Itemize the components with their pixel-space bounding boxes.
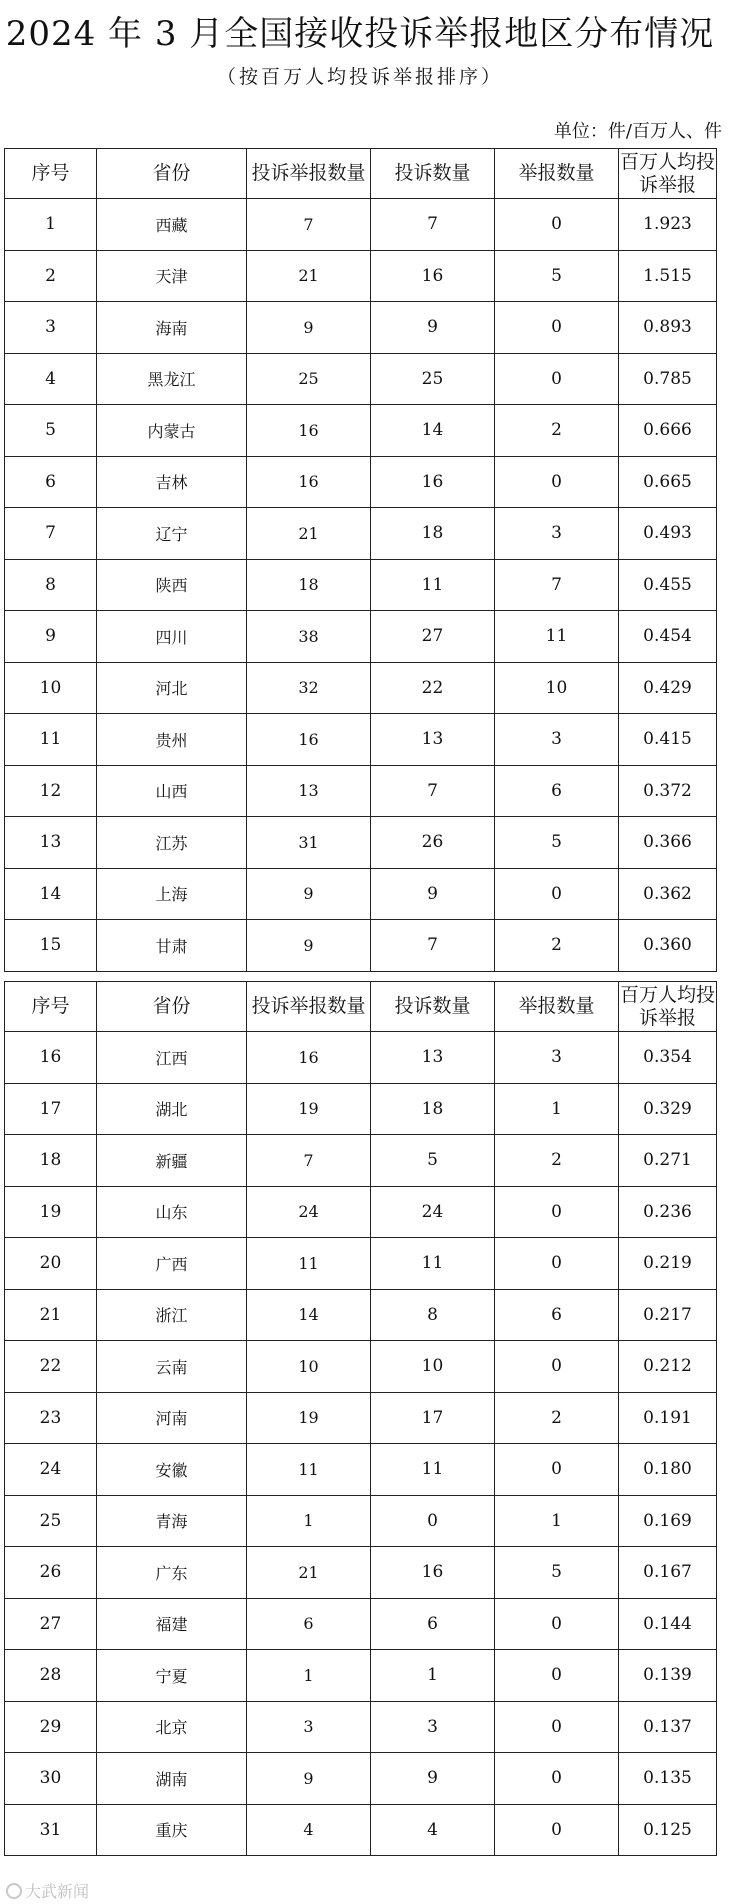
cell-province: 天津 bbox=[97, 250, 247, 302]
cell-complaints: 6 bbox=[371, 1598, 495, 1650]
cell-index: 15 bbox=[5, 920, 97, 972]
cell-index: 6 bbox=[5, 456, 97, 508]
cell-per-million: 0.180 bbox=[619, 1444, 717, 1496]
cell-per-million: 0.236 bbox=[619, 1186, 717, 1238]
cell-total: 18 bbox=[247, 559, 371, 611]
cell-complaints: 18 bbox=[371, 1083, 495, 1135]
cell-reports: 0 bbox=[495, 1753, 619, 1805]
cell-per-million: 0.366 bbox=[619, 817, 717, 869]
cell-province: 福建 bbox=[97, 1598, 247, 1650]
cell-index: 30 bbox=[5, 1753, 97, 1805]
table-row bbox=[5, 456, 717, 508]
cell-index: 31 bbox=[5, 1804, 97, 1856]
cell-complaints: 16 bbox=[371, 456, 495, 508]
cell-province: 重庆 bbox=[97, 1804, 247, 1856]
cell-province: 贵州 bbox=[97, 714, 247, 766]
cell-province: 西藏 bbox=[97, 199, 247, 251]
cell-reports: 11 bbox=[495, 611, 619, 663]
cell-per-million: 0.212 bbox=[619, 1341, 717, 1393]
cell-total: 21 bbox=[247, 508, 371, 560]
cell-total: 14 bbox=[247, 1289, 371, 1341]
cell-index: 1 bbox=[5, 199, 97, 251]
cell-complaints: 1 bbox=[371, 1650, 495, 1702]
cell-complaints: 27 bbox=[371, 611, 495, 663]
table-row bbox=[5, 1032, 717, 1084]
cell-reports: 0 bbox=[495, 1444, 619, 1496]
cell-province: 四川 bbox=[97, 611, 247, 663]
cell-province: 湖北 bbox=[97, 1083, 247, 1135]
cell-per-million: 0.666 bbox=[619, 405, 717, 457]
table-row bbox=[5, 1238, 717, 1290]
cell-complaints: 9 bbox=[371, 1753, 495, 1805]
cell-index: 19 bbox=[5, 1186, 97, 1238]
cell-index: 16 bbox=[5, 1032, 97, 1084]
cell-province: 湖南 bbox=[97, 1753, 247, 1805]
header-index: 序号 bbox=[5, 982, 97, 1032]
cell-reports: 0 bbox=[495, 353, 619, 405]
cell-province: 广东 bbox=[97, 1547, 247, 1599]
cell-per-million: 0.219 bbox=[619, 1238, 717, 1290]
table-row bbox=[5, 302, 717, 354]
cell-reports: 1 bbox=[495, 1083, 619, 1135]
table-row bbox=[5, 611, 717, 663]
cell-per-million: 0.415 bbox=[619, 714, 717, 766]
cell-index: 26 bbox=[5, 1547, 97, 1599]
cell-total: 21 bbox=[247, 250, 371, 302]
header-total: 投诉举报数量 bbox=[247, 149, 371, 199]
cell-province: 宁夏 bbox=[97, 1650, 247, 1702]
cell-complaints: 22 bbox=[371, 662, 495, 714]
cell-complaints: 11 bbox=[371, 1238, 495, 1290]
cell-reports: 6 bbox=[495, 765, 619, 817]
cell-province: 黑龙江 bbox=[97, 353, 247, 405]
table-row bbox=[5, 1444, 717, 1496]
cell-reports: 5 bbox=[495, 817, 619, 869]
cell-index: 20 bbox=[5, 1238, 97, 1290]
cell-complaints: 14 bbox=[371, 405, 495, 457]
cell-complaints: 16 bbox=[371, 250, 495, 302]
table-row bbox=[5, 662, 717, 714]
cell-reports: 3 bbox=[495, 1032, 619, 1084]
cell-reports: 0 bbox=[495, 1186, 619, 1238]
cell-index: 5 bbox=[5, 405, 97, 457]
header-province: 省份 bbox=[97, 149, 247, 199]
cell-total: 16 bbox=[247, 456, 371, 508]
watermark-text: 大武新闻 bbox=[25, 1882, 90, 1901]
cell-province: 辽宁 bbox=[97, 508, 247, 560]
cell-complaints: 25 bbox=[371, 353, 495, 405]
ranking-table-1 bbox=[4, 148, 717, 972]
cell-reports: 0 bbox=[495, 1650, 619, 1702]
cell-province: 上海 bbox=[97, 868, 247, 920]
cell-index: 13 bbox=[5, 817, 97, 869]
cell-per-million: 1.515 bbox=[619, 250, 717, 302]
cell-reports: 5 bbox=[495, 250, 619, 302]
cell-index: 21 bbox=[5, 1289, 97, 1341]
cell-per-million: 0.429 bbox=[619, 662, 717, 714]
header-complaints: 投诉数量 bbox=[371, 982, 495, 1032]
table-row bbox=[5, 1753, 717, 1805]
table-row bbox=[5, 1650, 717, 1702]
cell-per-million: 0.665 bbox=[619, 456, 717, 508]
cell-total: 11 bbox=[247, 1444, 371, 1496]
cell-total: 9 bbox=[247, 868, 371, 920]
cell-province: 江苏 bbox=[97, 817, 247, 869]
cell-province: 浙江 bbox=[97, 1289, 247, 1341]
cell-per-million: 0.493 bbox=[619, 508, 717, 560]
cell-complaints: 11 bbox=[371, 1444, 495, 1496]
cell-reports: 3 bbox=[495, 714, 619, 766]
cell-total: 38 bbox=[247, 611, 371, 663]
header-province: 省份 bbox=[97, 982, 247, 1032]
cell-total: 7 bbox=[247, 1135, 371, 1187]
cell-index: 18 bbox=[5, 1135, 97, 1187]
watermark-logo-icon bbox=[6, 1883, 22, 1899]
header-reports: 举报数量 bbox=[495, 982, 619, 1032]
cell-complaints: 11 bbox=[371, 559, 495, 611]
header-complaints: 投诉数量 bbox=[371, 149, 495, 199]
ranking-table-2 bbox=[4, 981, 717, 1856]
cell-province: 新疆 bbox=[97, 1135, 247, 1187]
cell-complaints: 4 bbox=[371, 1804, 495, 1856]
table-row bbox=[5, 1547, 717, 1599]
cell-province: 甘肃 bbox=[97, 920, 247, 972]
header-per-million: 百万人均投诉举报 bbox=[619, 149, 717, 199]
cell-total: 16 bbox=[247, 405, 371, 457]
cell-complaints: 18 bbox=[371, 508, 495, 560]
cell-total: 9 bbox=[247, 302, 371, 354]
cell-index: 7 bbox=[5, 508, 97, 560]
cell-reports: 7 bbox=[495, 559, 619, 611]
cell-total: 3 bbox=[247, 1701, 371, 1753]
watermark bbox=[6, 1879, 89, 1902]
cell-per-million: 0.167 bbox=[619, 1547, 717, 1599]
cell-index: 27 bbox=[5, 1598, 97, 1650]
cell-province: 安徽 bbox=[97, 1444, 247, 1496]
cell-per-million: 0.360 bbox=[619, 920, 717, 972]
cell-index: 3 bbox=[5, 302, 97, 354]
cell-complaints: 24 bbox=[371, 1186, 495, 1238]
cell-index: 10 bbox=[5, 662, 97, 714]
cell-province: 广西 bbox=[97, 1238, 247, 1290]
cell-province: 海南 bbox=[97, 302, 247, 354]
table-row bbox=[5, 714, 717, 766]
cell-per-million: 0.372 bbox=[619, 765, 717, 817]
table-row bbox=[5, 1392, 717, 1444]
cell-per-million: 0.329 bbox=[619, 1083, 717, 1135]
cell-province: 内蒙古 bbox=[97, 405, 247, 457]
cell-complaints: 0 bbox=[371, 1495, 495, 1547]
table-row bbox=[5, 1701, 717, 1753]
header-total: 投诉举报数量 bbox=[247, 982, 371, 1032]
cell-reports: 10 bbox=[495, 662, 619, 714]
cell-province: 陕西 bbox=[97, 559, 247, 611]
table-row bbox=[5, 1289, 717, 1341]
cell-index: 23 bbox=[5, 1392, 97, 1444]
cell-reports: 2 bbox=[495, 920, 619, 972]
cell-total: 16 bbox=[247, 1032, 371, 1084]
cell-reports: 0 bbox=[495, 1598, 619, 1650]
cell-per-million: 0.144 bbox=[619, 1598, 717, 1650]
cell-total: 9 bbox=[247, 920, 371, 972]
table-row bbox=[5, 868, 717, 920]
table-row bbox=[5, 765, 717, 817]
cell-index: 17 bbox=[5, 1083, 97, 1135]
cell-complaints: 16 bbox=[371, 1547, 495, 1599]
table-row bbox=[5, 1495, 717, 1547]
cell-total: 31 bbox=[247, 817, 371, 869]
cell-province: 北京 bbox=[97, 1701, 247, 1753]
cell-index: 11 bbox=[5, 714, 97, 766]
table-header-row bbox=[5, 149, 717, 199]
page-title: 2024 年 3 月全国接收投诉举报地区分布情况 bbox=[5, 14, 715, 54]
cell-index: 12 bbox=[5, 765, 97, 817]
cell-province: 河南 bbox=[97, 1392, 247, 1444]
cell-complaints: 5 bbox=[371, 1135, 495, 1187]
cell-reports: 2 bbox=[495, 405, 619, 457]
cell-reports: 2 bbox=[495, 1135, 619, 1187]
cell-per-million: 0.362 bbox=[619, 868, 717, 920]
cell-reports: 0 bbox=[495, 1238, 619, 1290]
cell-complaints: 26 bbox=[371, 817, 495, 869]
table-row bbox=[5, 920, 717, 972]
cell-per-million: 0.455 bbox=[619, 559, 717, 611]
cell-complaints: 3 bbox=[371, 1701, 495, 1753]
cell-index: 2 bbox=[5, 250, 97, 302]
cell-index: 4 bbox=[5, 353, 97, 405]
cell-per-million: 0.135 bbox=[619, 1753, 717, 1805]
cell-total: 13 bbox=[247, 765, 371, 817]
cell-reports: 0 bbox=[495, 302, 619, 354]
cell-complaints: 10 bbox=[371, 1341, 495, 1393]
cell-complaints: 17 bbox=[371, 1392, 495, 1444]
cell-per-million: 0.454 bbox=[619, 611, 717, 663]
cell-reports: 0 bbox=[495, 1804, 619, 1856]
cell-total: 4 bbox=[247, 1804, 371, 1856]
cell-total: 1 bbox=[247, 1495, 371, 1547]
table-row bbox=[5, 559, 717, 611]
table-row bbox=[5, 1804, 717, 1856]
cell-reports: 0 bbox=[495, 199, 619, 251]
cell-per-million: 0.169 bbox=[619, 1495, 717, 1547]
cell-total: 21 bbox=[247, 1547, 371, 1599]
cell-total: 1 bbox=[247, 1650, 371, 1702]
cell-per-million: 0.893 bbox=[619, 302, 717, 354]
cell-complaints: 7 bbox=[371, 765, 495, 817]
table-row bbox=[5, 1083, 717, 1135]
cell-province: 河北 bbox=[97, 662, 247, 714]
table-row bbox=[5, 1341, 717, 1393]
cell-per-million: 0.137 bbox=[619, 1701, 717, 1753]
header-reports: 举报数量 bbox=[495, 149, 619, 199]
table-row bbox=[5, 1135, 717, 1187]
cell-index: 28 bbox=[5, 1650, 97, 1702]
cell-index: 25 bbox=[5, 1495, 97, 1547]
cell-total: 24 bbox=[247, 1186, 371, 1238]
cell-index: 24 bbox=[5, 1444, 97, 1496]
table-row bbox=[5, 817, 717, 869]
cell-per-million: 0.139 bbox=[619, 1650, 717, 1702]
cell-total: 7 bbox=[247, 199, 371, 251]
cell-per-million: 0.271 bbox=[619, 1135, 717, 1187]
cell-reports: 0 bbox=[495, 456, 619, 508]
cell-per-million: 0.785 bbox=[619, 353, 717, 405]
cell-reports: 5 bbox=[495, 1547, 619, 1599]
cell-index: 14 bbox=[5, 868, 97, 920]
table-row bbox=[5, 1186, 717, 1238]
cell-reports: 0 bbox=[495, 868, 619, 920]
cell-reports: 0 bbox=[495, 1341, 619, 1393]
table-header-row bbox=[5, 982, 717, 1032]
cell-total: 10 bbox=[247, 1341, 371, 1393]
cell-province: 山西 bbox=[97, 765, 247, 817]
cell-reports: 0 bbox=[495, 1701, 619, 1753]
cell-index: 8 bbox=[5, 559, 97, 611]
cell-complaints: 13 bbox=[371, 714, 495, 766]
cell-per-million: 0.125 bbox=[619, 1804, 717, 1856]
cell-total: 25 bbox=[247, 353, 371, 405]
cell-per-million: 0.191 bbox=[619, 1392, 717, 1444]
table-row bbox=[5, 1598, 717, 1650]
cell-per-million: 1.923 bbox=[619, 199, 717, 251]
cell-province: 山东 bbox=[97, 1186, 247, 1238]
unit-note: 单位：件/百万人、件 bbox=[553, 121, 722, 142]
page-subtitle: （按百万人均投诉举报排序） bbox=[216, 66, 503, 88]
cell-reports: 2 bbox=[495, 1392, 619, 1444]
cell-total: 9 bbox=[247, 1753, 371, 1805]
cell-total: 32 bbox=[247, 662, 371, 714]
cell-index: 9 bbox=[5, 611, 97, 663]
cell-reports: 1 bbox=[495, 1495, 619, 1547]
cell-province: 吉林 bbox=[97, 456, 247, 508]
table-row bbox=[5, 250, 717, 302]
cell-complaints: 8 bbox=[371, 1289, 495, 1341]
table-row bbox=[5, 353, 717, 405]
table-row bbox=[5, 405, 717, 457]
cell-total: 11 bbox=[247, 1238, 371, 1290]
cell-total: 19 bbox=[247, 1083, 371, 1135]
cell-index: 22 bbox=[5, 1341, 97, 1393]
cell-total: 6 bbox=[247, 1598, 371, 1650]
cell-per-million: 0.354 bbox=[619, 1032, 717, 1084]
table-row bbox=[5, 199, 717, 251]
cell-reports: 6 bbox=[495, 1289, 619, 1341]
header-per-million: 百万人均投诉举报 bbox=[619, 982, 717, 1032]
cell-complaints: 7 bbox=[371, 199, 495, 251]
cell-index: 29 bbox=[5, 1701, 97, 1753]
cell-province: 云南 bbox=[97, 1341, 247, 1393]
cell-province: 青海 bbox=[97, 1495, 247, 1547]
cell-reports: 3 bbox=[495, 508, 619, 560]
cell-complaints: 9 bbox=[371, 302, 495, 354]
table-row bbox=[5, 508, 717, 560]
cell-province: 江西 bbox=[97, 1032, 247, 1084]
cell-complaints: 13 bbox=[371, 1032, 495, 1084]
cell-complaints: 7 bbox=[371, 920, 495, 972]
cell-total: 16 bbox=[247, 714, 371, 766]
cell-total: 19 bbox=[247, 1392, 371, 1444]
cell-per-million: 0.217 bbox=[619, 1289, 717, 1341]
cell-complaints: 9 bbox=[371, 868, 495, 920]
header-index: 序号 bbox=[5, 149, 97, 199]
